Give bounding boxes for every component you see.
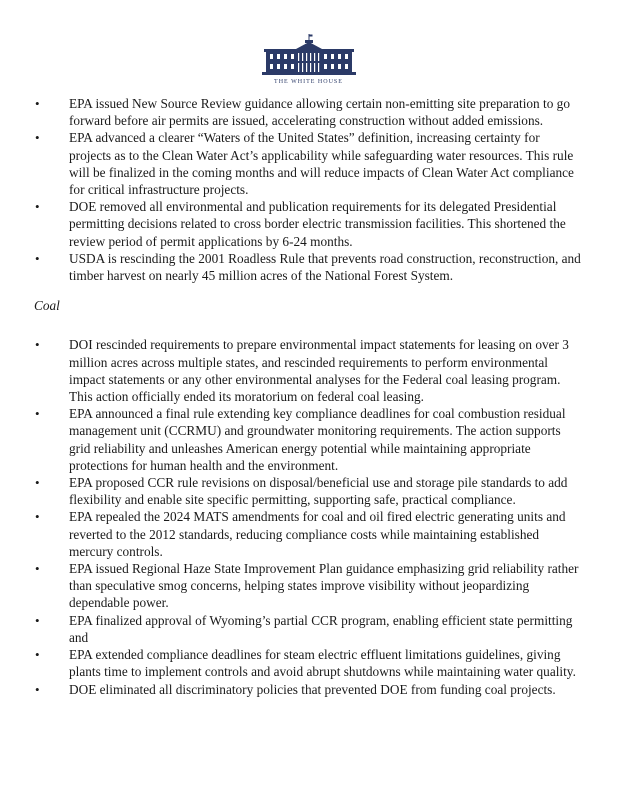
bullet-icon: • bbox=[35, 250, 40, 266]
list-item-text: EPA issued Regional Haze State Improvement Plan guidance emphasizing grid reliability rather than speculative smog concerns, helping states improve visibility without jeopardizing dependable power. bbox=[69, 561, 579, 611]
coal-list bbox=[34, 336, 584, 697]
bullet-icon: • bbox=[35, 406, 40, 422]
bullet-icon: • bbox=[35, 561, 40, 577]
bullet-icon: • bbox=[35, 612, 40, 628]
bullet-icon: • bbox=[35, 475, 40, 491]
list-item-text: EPA advanced a clearer “Waters of the United States” definition, increasing certainty for projects as to the Clean Water Act’s applicability while safeguarding water resources. This rule will be finalized in the coming months and will reduce impacts of Clean Water Act compliance for critical infrastructure projects. bbox=[69, 130, 574, 198]
list-item bbox=[34, 405, 584, 474]
list-item bbox=[34, 612, 584, 646]
list-item bbox=[34, 508, 584, 560]
bullet-icon: • bbox=[35, 130, 40, 146]
intro-list bbox=[34, 95, 584, 284]
list-item bbox=[34, 129, 584, 198]
bullet-icon: • bbox=[35, 509, 40, 525]
list-item-text: EPA finalized approval of Wyoming’s partial CCR program, enabling efficient state permitting and bbox=[69, 612, 573, 645]
list-item-text: DOI rescinded requirements to prepare environmental impact statements for leasing on over 3 million acres across multiple states, and rescinded requirements to perform environmental impact statements or any other environmental analyses for the Federal coal leasing program. This action officially ended its moratorium on federal coal leasing. bbox=[69, 337, 569, 405]
list-item-text: USDA is rescinding the 2001 Roadless Rule that prevents road construction, reconstruction, and timber harvest on nearly 45 million acres of the National Forest System. bbox=[69, 250, 581, 284]
list-item bbox=[34, 474, 584, 508]
bullet-icon: • bbox=[35, 337, 40, 353]
list-item bbox=[34, 560, 584, 612]
list-item bbox=[34, 646, 584, 680]
bullet-icon: • bbox=[35, 681, 40, 697]
list-item-text: EPA proposed CCR rule revisions on disposal/beneficial use and storage pile standards to add flexibility and enable site specific permitting, supporting safe, practical compliance. bbox=[69, 475, 568, 508]
list-item bbox=[34, 198, 584, 250]
bullet-icon: • bbox=[35, 199, 40, 215]
letterhead bbox=[0, 34, 617, 85]
list-item-text: DOE eliminated all discriminatory policies that prevented DOE from funding coal projects. bbox=[69, 681, 556, 697]
list-item-text: EPA announced a final rule extending key compliance deadlines for coal combustion residual management unit (CCRMU) and groundwater monitoring requirements. The action supports grid reliability and unleashes American energy potential while maintaining appropriate protections for human health and the environment. bbox=[69, 406, 566, 473]
list-item bbox=[34, 681, 584, 698]
list-item-text: EPA issued New Source Review guidance allowing certain non-emitting site preparation to go forward before air permits are issued, accelerating construction without added emissions. bbox=[69, 96, 570, 129]
org-name: THE WHITE HOUSE bbox=[274, 79, 343, 85]
list-item bbox=[34, 95, 584, 129]
list-item-text: EPA repealed the 2024 MATS amendments for coal and oil fired electric generating units and reverted to the 2012 standards, reducing compliance costs while maintaining established mercury controls. bbox=[69, 509, 566, 559]
list-item bbox=[34, 336, 584, 405]
white-house-building-icon bbox=[260, 34, 358, 78]
bullet-icon: • bbox=[35, 647, 40, 663]
document-body bbox=[34, 95, 584, 698]
list-item bbox=[34, 250, 584, 284]
bullet-icon: • bbox=[35, 96, 40, 111]
list-item-text: DOE removed all environmental and publication requirements for its delegated Presidential permitting decisions related to cross border electric transmission facilities. This shortened the review period of permit applications by 6-24 months. bbox=[69, 199, 566, 249]
section-heading-coal: Coal bbox=[34, 298, 60, 314]
list-item-text: EPA extended compliance deadlines for steam electric effluent limitations guidelines, giving plants time to implement controls and avoid abrupt shutdowns while maintaining water quality. bbox=[69, 647, 576, 680]
